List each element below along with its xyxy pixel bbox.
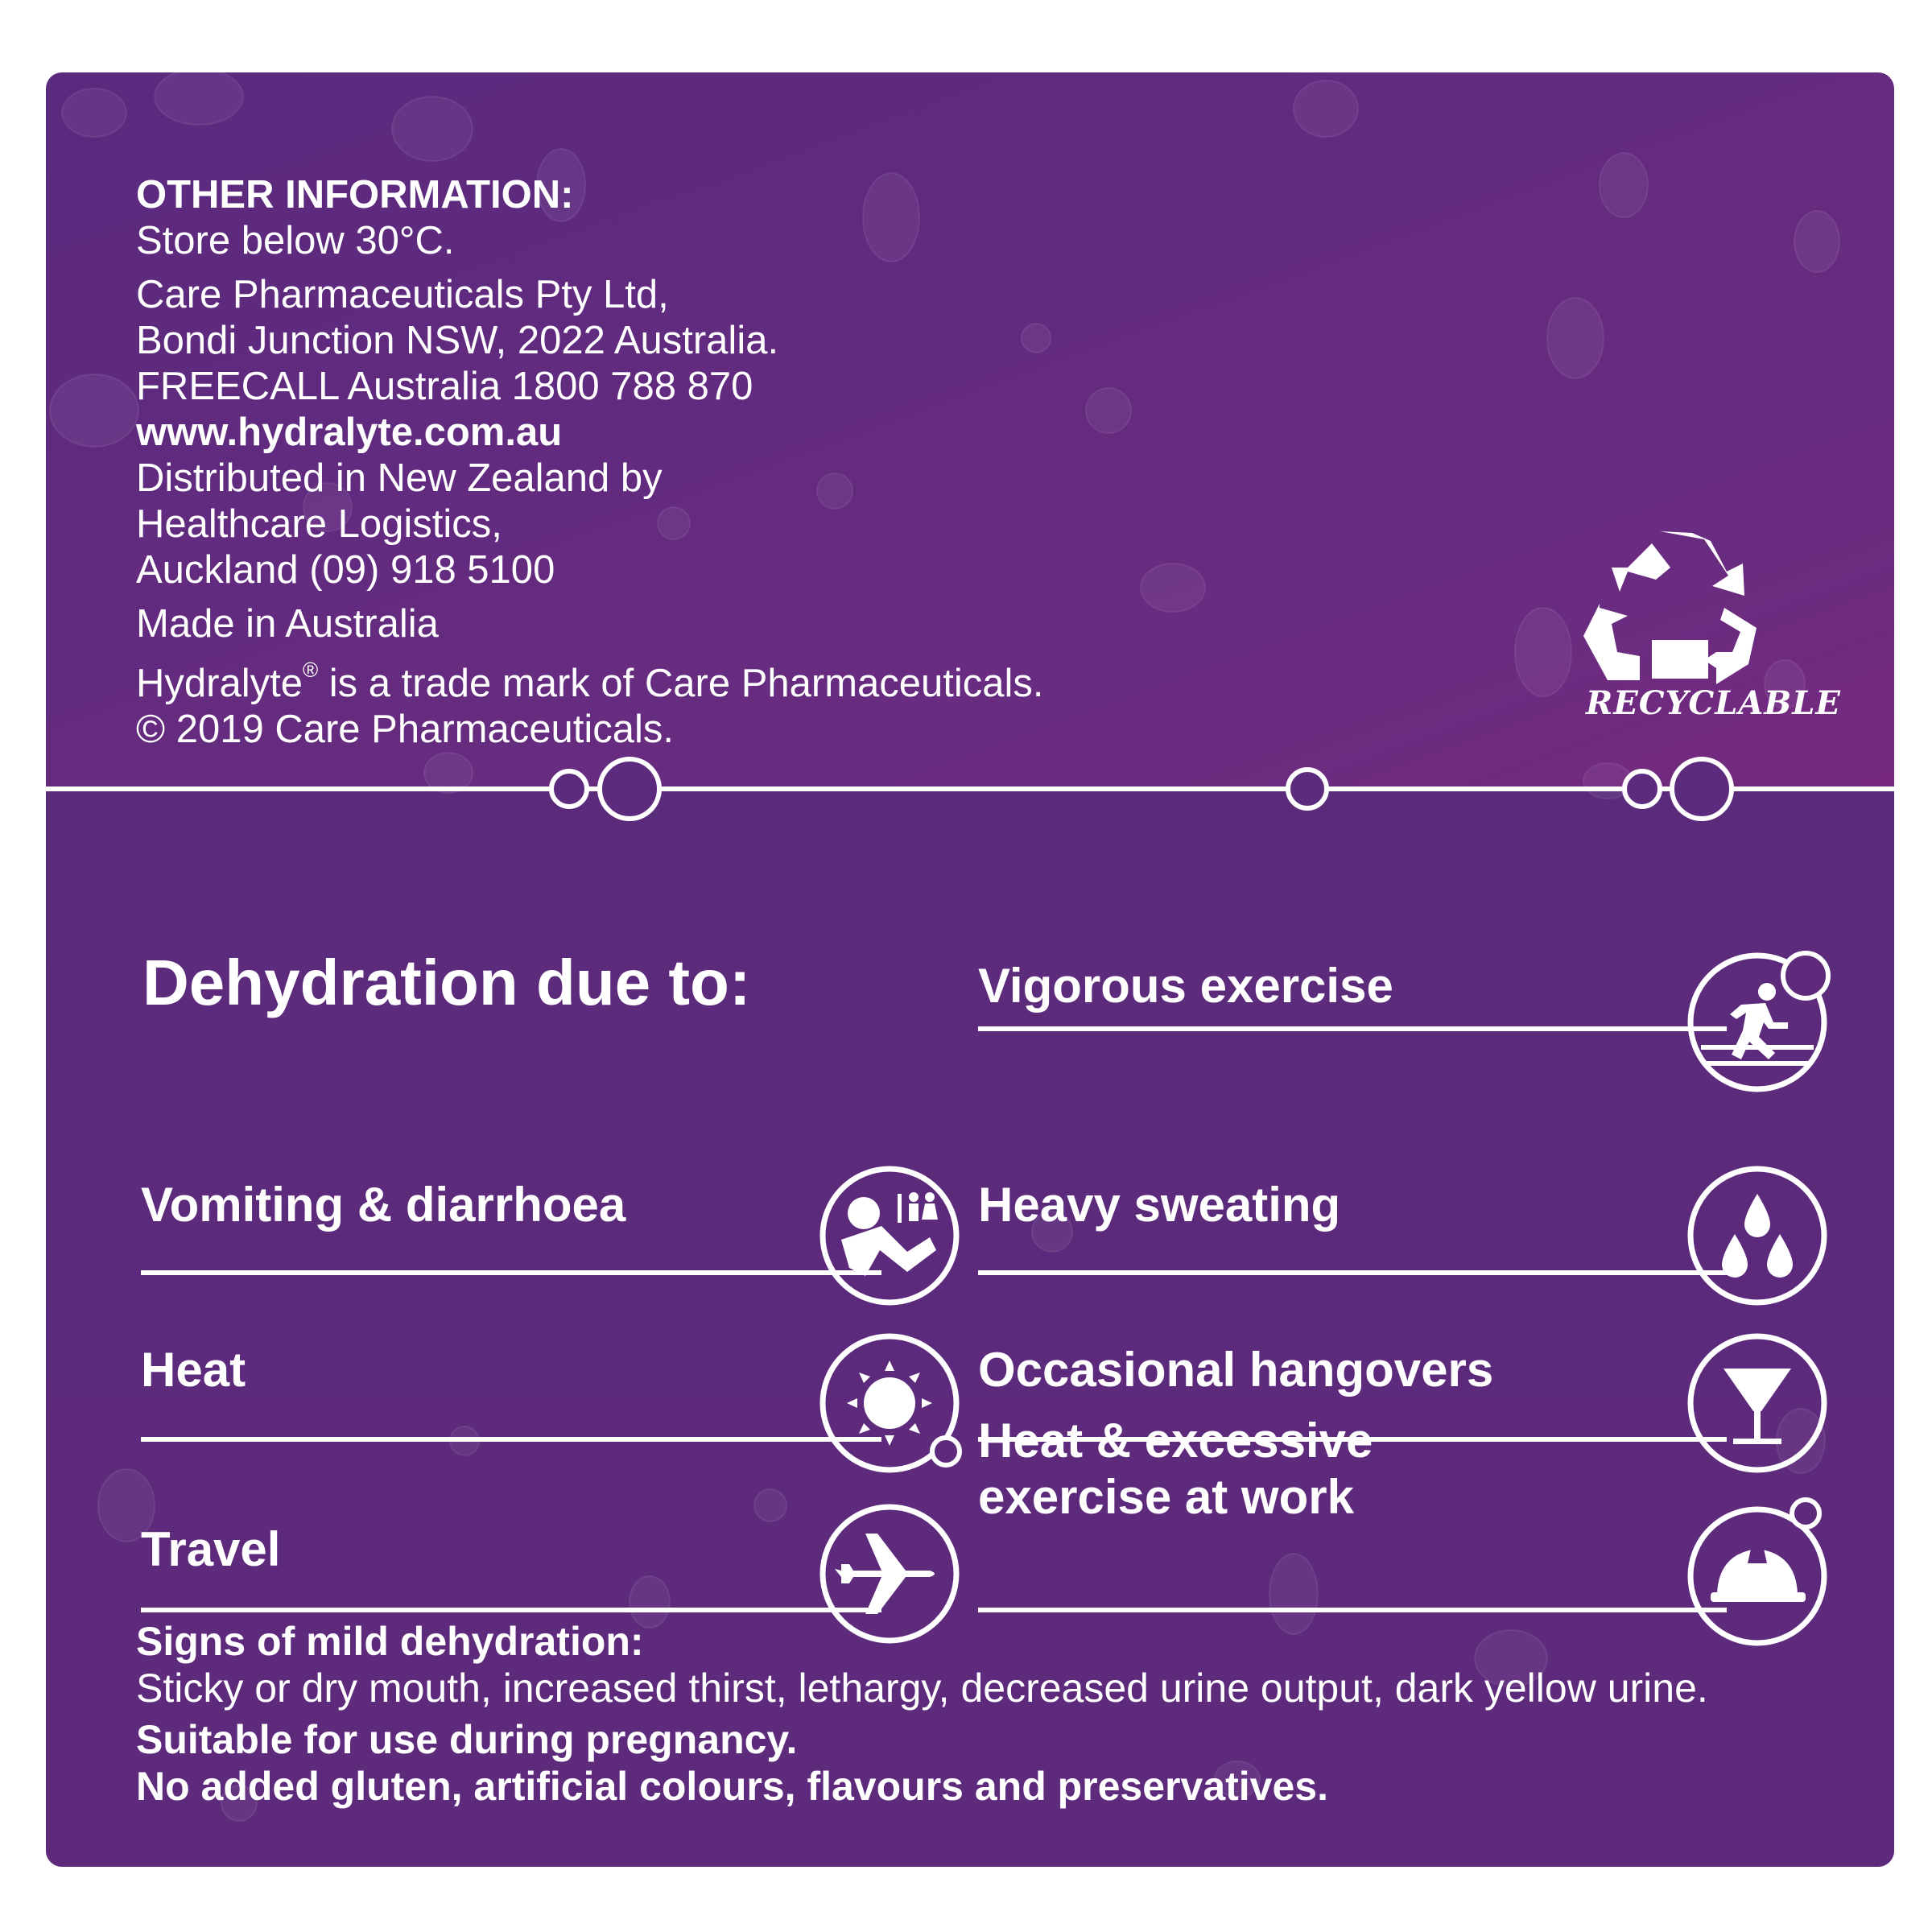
dehydration-heading: Dehydration due to: [142, 947, 751, 1018]
signs-heading: Signs of mild dehydration: [136, 1619, 644, 1664]
cause-label: Travel [141, 1522, 281, 1576]
made-in: Made in Australia [136, 602, 439, 646]
no-added-note: No added gluten, artificial colours, flavours and preservatives. [136, 1764, 1328, 1809]
cause-label: Heat [141, 1343, 246, 1397]
website-link[interactable]: www.hydralyte.com.au [136, 411, 563, 454]
trademark-notice [136, 647, 1044, 707]
registered-symbol: ® [302, 658, 319, 682]
cause-label: Vomiting & diarrhoea [141, 1178, 626, 1232]
cause-underline [978, 1026, 1727, 1031]
cause-label-line-2: exercise at work [978, 1470, 1354, 1524]
label-panel [46, 72, 1894, 1867]
cause-underline [141, 1608, 881, 1612]
copyright-notice: © 2019 Care Pharmaceuticals. [136, 708, 674, 751]
cause-travel [141, 1425, 970, 1634]
recyclable-label: RECYCLABLE [1586, 684, 1841, 722]
freecall-number: FREECALL Australia 1800 788 870 [136, 365, 753, 408]
running-person-icon [1685, 942, 1846, 1103]
nz-distributor-line-2: Healthcare Logistics, [136, 502, 502, 546]
other-information-block [136, 172, 1044, 753]
cause-label-line-1: Heat & excessive [978, 1414, 1373, 1468]
recycle-icon [1583, 531, 1769, 692]
nz-distributor-line-1: Distributed in New Zealand by [136, 456, 663, 500]
cause-label: Occasional hangovers [978, 1343, 1494, 1397]
pregnancy-note: Suitable for use during pregnancy. [136, 1717, 798, 1762]
section-divider [46, 757, 1894, 821]
other-information-heading: OTHER INFORMATION: [136, 173, 574, 217]
storage-instruction: Store below 30°C. [136, 219, 455, 262]
signs-body: Sticky or dry mouth, increased thirst, lethargy, decreased urine output, dark yellow urine. [136, 1666, 1708, 1711]
hard-hat-icon [1685, 1489, 1846, 1650]
cause-label: Heavy sweating [978, 1178, 1341, 1232]
company-address: Bondi Junction NSW, 2022 Australia. [136, 319, 779, 362]
signs-block [136, 1618, 1708, 1810]
trademark-text: is a trade mark of Care Pharmaceuticals. [318, 662, 1044, 705]
company-name: Care Pharmaceuticals Pty Ltd, [136, 273, 669, 316]
trademark-brand: Hydralyte [136, 662, 303, 705]
nz-distributor-phone: Auckland (09) 918 5100 [136, 548, 555, 592]
cause-underline [978, 1608, 1727, 1612]
cause-work-exercise [978, 1409, 1888, 1634]
cause-label: Vigorous exercise [978, 959, 1393, 1013]
